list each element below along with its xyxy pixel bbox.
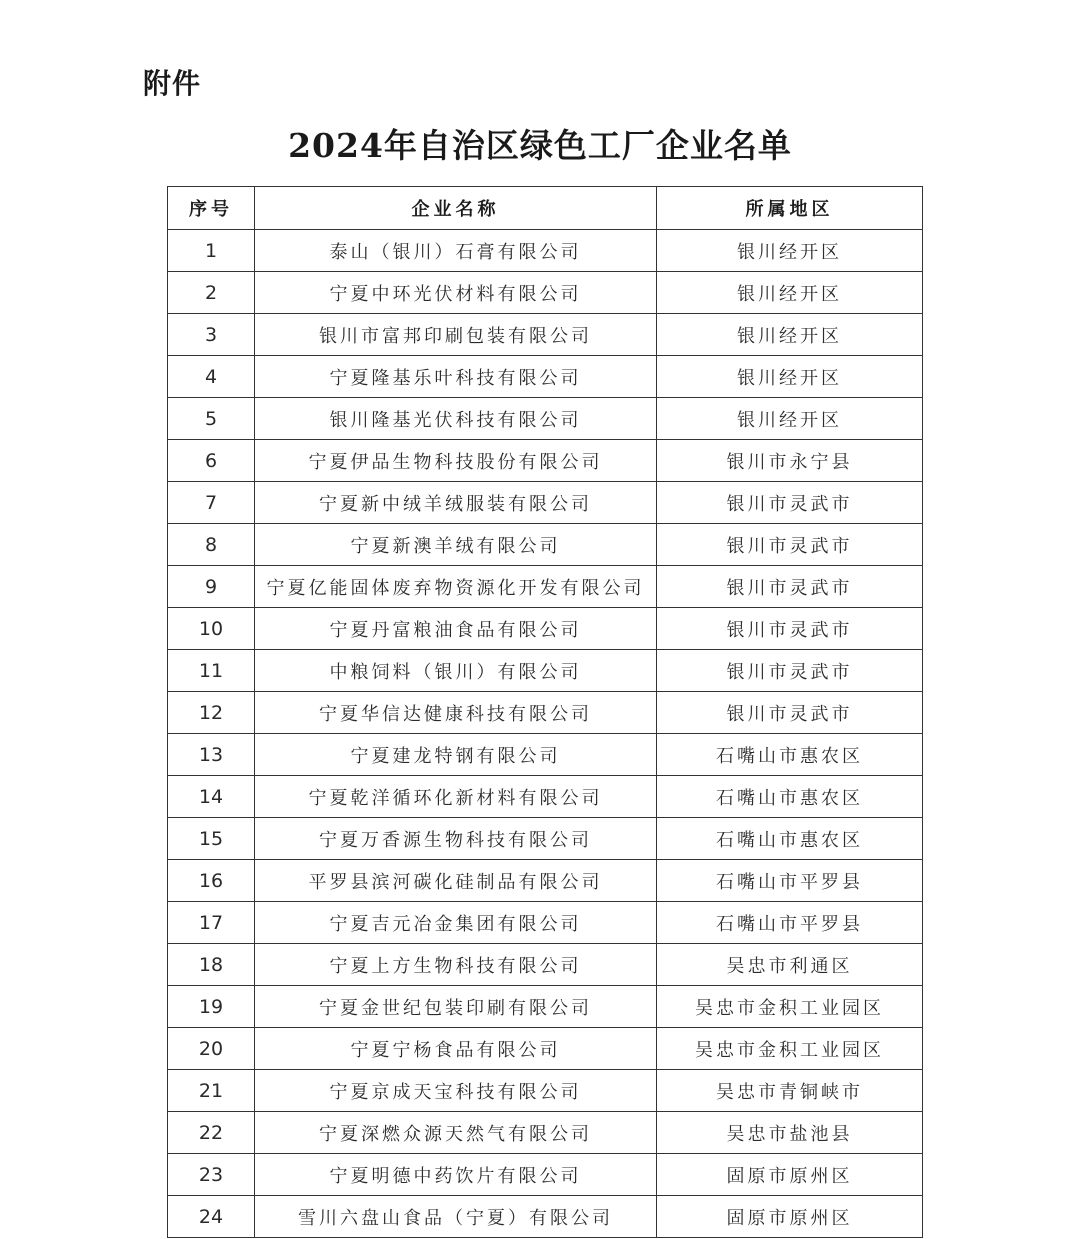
table-row — [168, 356, 923, 398]
table-row — [168, 902, 923, 944]
cell-serial-number: 7 — [168, 482, 255, 524]
cell-region: 固原市原州区 — [657, 1154, 923, 1196]
table-row — [168, 650, 923, 692]
attachment-label: 附件 — [143, 67, 202, 100]
cell-region: 银川市永宁县 — [657, 440, 923, 482]
cell-serial-number: 15 — [168, 818, 255, 860]
table-row — [168, 1154, 923, 1196]
cell-serial-number: 22 — [168, 1112, 255, 1154]
cell-region: 石嘴山市惠农区 — [657, 818, 923, 860]
table-row — [168, 1196, 923, 1238]
table-row — [168, 1028, 923, 1070]
table-row — [168, 818, 923, 860]
cell-company-name: 宁夏中环光伏材料有限公司 — [255, 272, 657, 314]
table-row — [168, 986, 923, 1028]
cell-company-name: 银川隆基光伏科技有限公司 — [255, 398, 657, 440]
cell-company-name: 宁夏隆基乐叶科技有限公司 — [255, 356, 657, 398]
table-row — [168, 608, 923, 650]
cell-serial-number: 19 — [168, 986, 255, 1028]
cell-region: 石嘴山市惠农区 — [657, 776, 923, 818]
cell-company-name: 宁夏新澳羊绒有限公司 — [255, 524, 657, 566]
cell-region: 银川经开区 — [657, 272, 923, 314]
header-serial-number: 序号 — [168, 187, 255, 230]
cell-serial-number: 4 — [168, 356, 255, 398]
cell-company-name: 宁夏万香源生物科技有限公司 — [255, 818, 657, 860]
cell-company-name: 宁夏新中绒羊绒服装有限公司 — [255, 482, 657, 524]
cell-region: 吴忠市青铜峡市 — [657, 1070, 923, 1112]
cell-company-name: 宁夏伊品生物科技股份有限公司 — [255, 440, 657, 482]
header-region: 所属地区 — [657, 187, 923, 230]
table-row — [168, 272, 923, 314]
cell-region: 银川市灵武市 — [657, 692, 923, 734]
cell-serial-number: 9 — [168, 566, 255, 608]
cell-region: 石嘴山市平罗县 — [657, 860, 923, 902]
cell-region: 银川经开区 — [657, 356, 923, 398]
table-header-row — [168, 187, 923, 230]
cell-company-name: 中粮饲料（银川）有限公司 — [255, 650, 657, 692]
cell-company-name: 平罗县滨河碳化硅制品有限公司 — [255, 860, 657, 902]
cell-region: 石嘴山市惠农区 — [657, 734, 923, 776]
cell-serial-number: 2 — [168, 272, 255, 314]
table-row — [168, 314, 923, 356]
header-company-name: 企业名称 — [255, 187, 657, 230]
cell-company-name: 宁夏上方生物科技有限公司 — [255, 944, 657, 986]
cell-serial-number: 18 — [168, 944, 255, 986]
cell-serial-number: 17 — [168, 902, 255, 944]
cell-region: 银川市灵武市 — [657, 650, 923, 692]
cell-serial-number: 13 — [168, 734, 255, 776]
table-row — [168, 440, 923, 482]
cell-region: 吴忠市金积工业园区 — [657, 1028, 923, 1070]
cell-company-name: 宁夏宁杨食品有限公司 — [255, 1028, 657, 1070]
cell-serial-number: 14 — [168, 776, 255, 818]
cell-region: 银川经开区 — [657, 314, 923, 356]
cell-company-name: 宁夏京成天宝科技有限公司 — [255, 1070, 657, 1112]
cell-serial-number: 10 — [168, 608, 255, 650]
table-row — [168, 1112, 923, 1154]
cell-serial-number: 16 — [168, 860, 255, 902]
cell-region: 石嘴山市平罗县 — [657, 902, 923, 944]
cell-serial-number: 24 — [168, 1196, 255, 1238]
cell-company-name: 泰山（银川）石膏有限公司 — [255, 230, 657, 272]
cell-serial-number: 11 — [168, 650, 255, 692]
cell-region: 银川经开区 — [657, 398, 923, 440]
table-row — [168, 734, 923, 776]
cell-company-name: 宁夏金世纪包装印刷有限公司 — [255, 986, 657, 1028]
table-row — [168, 524, 923, 566]
cell-region: 吴忠市利通区 — [657, 944, 923, 986]
cell-serial-number: 8 — [168, 524, 255, 566]
cell-region: 银川市灵武市 — [657, 608, 923, 650]
cell-serial-number: 21 — [168, 1070, 255, 1112]
cell-region: 吴忠市金积工业园区 — [657, 986, 923, 1028]
green-factory-table — [167, 186, 923, 1238]
cell-company-name: 银川市富邦印刷包装有限公司 — [255, 314, 657, 356]
cell-company-name: 宁夏深燃众源天然气有限公司 — [255, 1112, 657, 1154]
table-row — [168, 398, 923, 440]
cell-serial-number: 5 — [168, 398, 255, 440]
cell-company-name: 宁夏明德中药饮片有限公司 — [255, 1154, 657, 1196]
cell-region: 银川市灵武市 — [657, 482, 923, 524]
cell-region: 银川市灵武市 — [657, 524, 923, 566]
cell-company-name: 宁夏华信达健康科技有限公司 — [255, 692, 657, 734]
cell-serial-number: 20 — [168, 1028, 255, 1070]
table-row — [168, 482, 923, 524]
cell-serial-number: 6 — [168, 440, 255, 482]
cell-company-name: 宁夏乾洋循环化新材料有限公司 — [255, 776, 657, 818]
cell-region: 吴忠市盐池县 — [657, 1112, 923, 1154]
table-row — [168, 776, 923, 818]
table-row — [168, 566, 923, 608]
cell-company-name: 雪川六盘山食品（宁夏）有限公司 — [255, 1196, 657, 1238]
cell-region: 银川经开区 — [657, 230, 923, 272]
table-row — [168, 944, 923, 986]
cell-region: 银川市灵武市 — [657, 566, 923, 608]
cell-company-name: 宁夏亿能固体废弃物资源化开发有限公司 — [255, 566, 657, 608]
table-row — [168, 692, 923, 734]
cell-company-name: 宁夏吉元冶金集团有限公司 — [255, 902, 657, 944]
cell-serial-number: 1 — [168, 230, 255, 272]
page-title: 2024年自治区绿色工厂企业名单 — [288, 126, 792, 165]
cell-region: 固原市原州区 — [657, 1196, 923, 1238]
cell-company-name: 宁夏丹富粮油食品有限公司 — [255, 608, 657, 650]
cell-serial-number: 3 — [168, 314, 255, 356]
table-row — [168, 1070, 923, 1112]
cell-company-name: 宁夏建龙特钢有限公司 — [255, 734, 657, 776]
cell-serial-number: 23 — [168, 1154, 255, 1196]
table-row — [168, 230, 923, 272]
cell-serial-number: 12 — [168, 692, 255, 734]
table-row — [168, 860, 923, 902]
